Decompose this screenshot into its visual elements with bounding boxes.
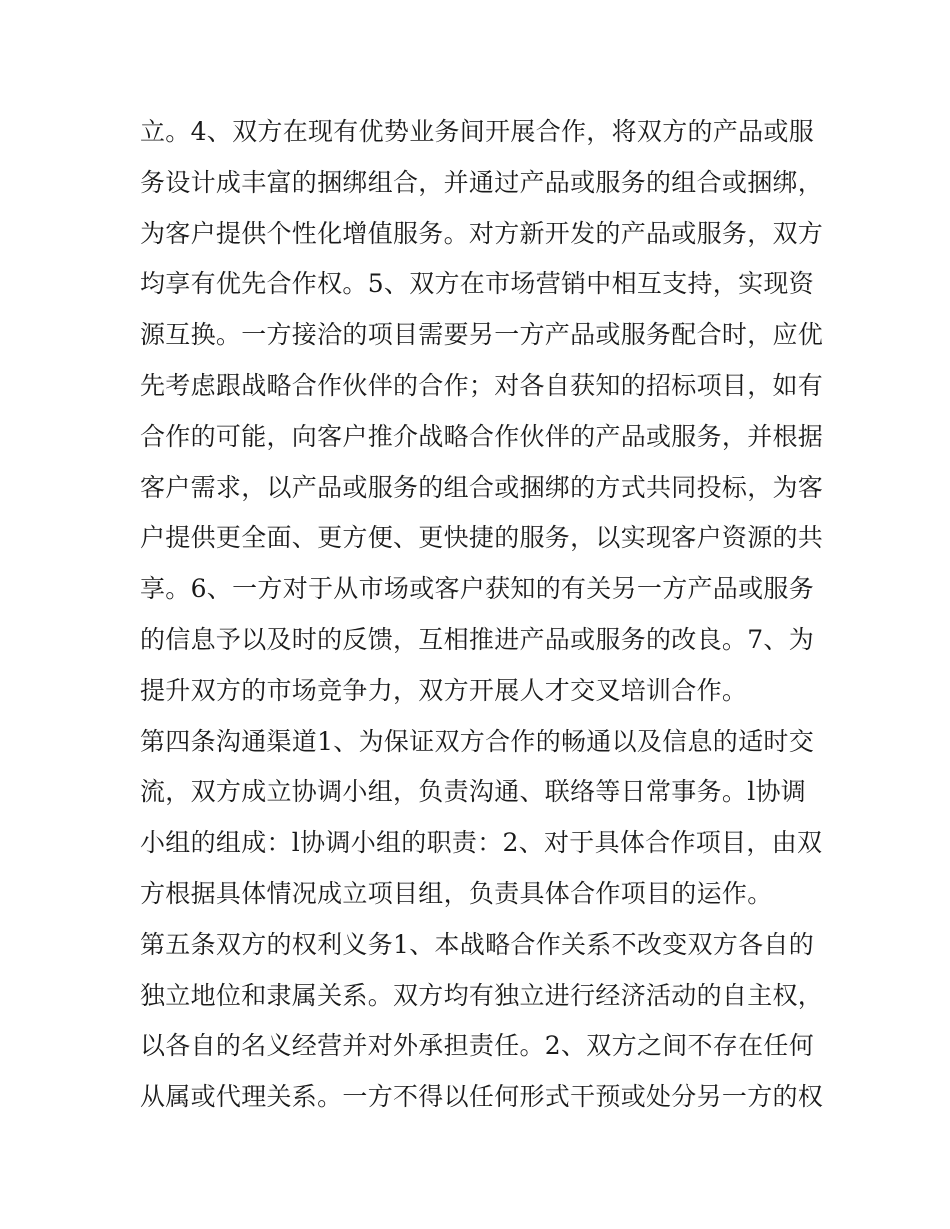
text-line: 独立地位和隶属关系。双方均有独立进行经济活动的自主权， <box>140 980 824 1010</box>
text-line: 立。4、双方在现有优势业务间开展合作，将双方的产品或服 <box>140 117 815 146</box>
text-line: 为客户提供个性化增值服务。对方新开发的产品或服务，双方 <box>140 218 824 248</box>
text-line: 从属或代理关系。一方不得以任何形式干预或处分另一方的权 <box>140 1082 824 1112</box>
text-line: 合作的可能，向客户推介战略合作伙伴的产品或服务，并根据 <box>140 421 824 451</box>
text-line: 提升双方的市场竞争力，双方开展人才交叉培训合作。 <box>140 675 748 705</box>
text-line: 的信息予以及时的反馈，互相推进产品或服务的改良。7、为 <box>140 624 815 654</box>
text-line: 方根据具体情况成立项目组，负责具体合作项目的运作。 <box>140 878 773 908</box>
text-line: 先考虑跟战略合作伙伴的合作；对各自获知的招标项目，如有 <box>140 370 824 400</box>
text-line: 均享有优先合作权。5、双方在市场营销中相互支持，实现资 <box>140 269 815 299</box>
text-line: 小组的组成：l协调小组的职责：2、对于具体合作项目，由双 <box>140 828 823 858</box>
text-line: 流，双方成立协调小组，负责沟通、联络等日常事务。l协调 <box>140 777 807 807</box>
text-line: 务设计成丰富的捆绑组合，并通过产品或服务的组合或捆绑， <box>140 167 824 197</box>
text-line: 享。6、一方对于从市场或客户获知的有关另一方产品或服务 <box>140 574 815 604</box>
text-line: 源互换。一方接洽的项目需要另一方产品或服务配合时，应优 <box>140 320 824 350</box>
text-line: 第五条双方的权利义务1、本战略合作关系不改变双方各自的 <box>140 929 815 959</box>
text-line: 第四条沟通渠道1、为保证双方合作的畅通以及信息的适时交 <box>140 726 815 756</box>
document-body <box>140 107 830 1123</box>
text-line: 户提供更全面、更方便、更快捷的服务，以实现客户资源的共 <box>140 523 824 553</box>
text-line: 以各自的名义经营并对外承担责任。2、双方之间不存在任何 <box>140 1031 815 1061</box>
text-line: 客户需求，以产品或服务的组合或捆绑的方式共同投标，为客 <box>140 472 824 502</box>
